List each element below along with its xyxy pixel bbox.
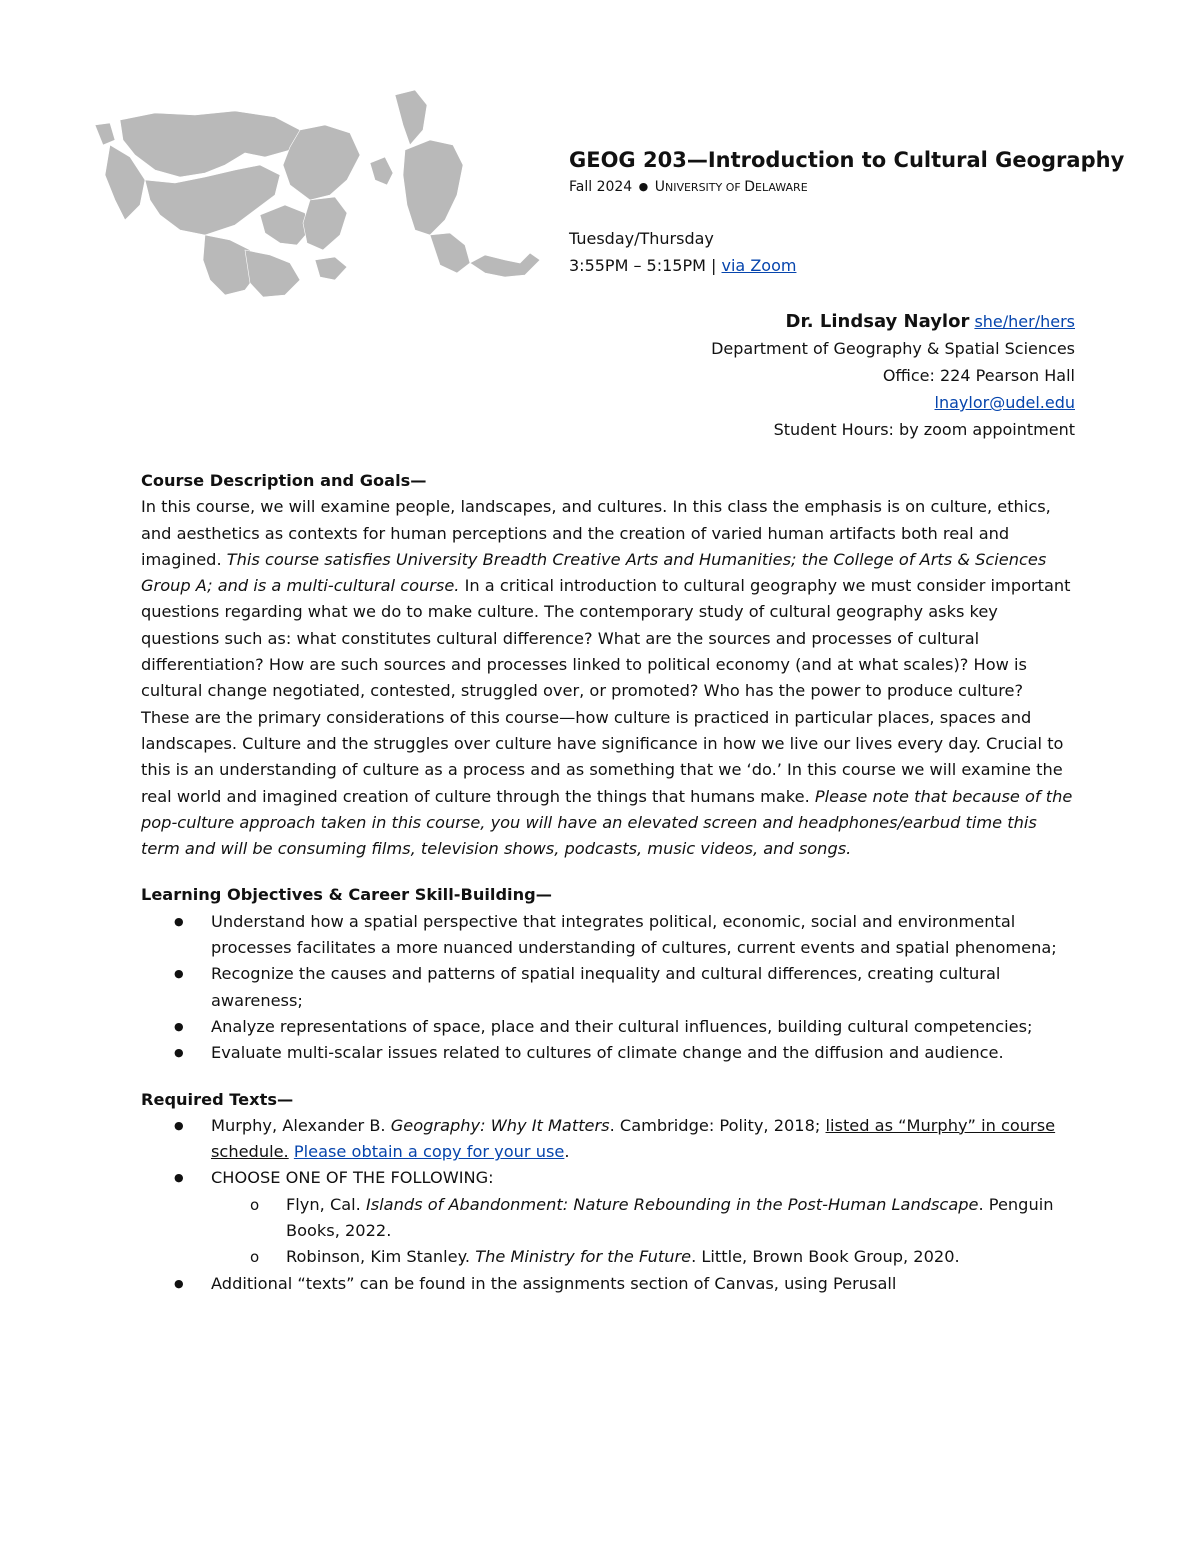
instructor-name: Dr. Lindsay Naylor bbox=[785, 311, 970, 332]
objectives-heading: Learning Objectives & Career Skill-Building— bbox=[141, 885, 552, 905]
course-header bbox=[569, 146, 1169, 279]
list-item: ● Analyze representations of space, place and their cultural influences, building cultural competencies; bbox=[211, 1014, 1076, 1040]
email-link[interactable]: lnaylor@udel.edu bbox=[934, 393, 1075, 412]
required-texts-heading: Required Texts— bbox=[141, 1089, 294, 1109]
syllabus-body bbox=[141, 468, 1076, 1297]
list-item: ● Murphy, Alexander B. Geography: Why It Matters. Cambridge: Polity, 2018; listed as “Murphy” in course schedule. Please obtain a copy for your use. bbox=[211, 1113, 1076, 1166]
instructor-block bbox=[711, 308, 1075, 443]
list-item: ● Recognize the causes and patterns of spatial inequality and cultural differences, creating cultural awareness; bbox=[211, 961, 1076, 1014]
university-name: UNIVERSITY OF DELAWARE bbox=[654, 179, 808, 195]
pronouns-link[interactable]: she/her/hers bbox=[974, 312, 1075, 331]
course-description-text: In this course, we will examine people, landscapes, and cultures. In this class the emphasis is on culture, ethics, and aesthetics as contexts for human perceptions and the creation of varied human artifacts both real and imagined. This course satisfies University Breadth Creative Arts and Humanities; the College of Arts & Sciences Group A; and is a multi-cultural course. In a critical introduction to cultural geography we must consider important questions regarding what we do to make culture. The contemporary study of cultural geography asks key questions such as: what constitutes cultural difference? What are the sources and processes of cultural differentiation? How are such sources and processes linked to political economy (and at what scales)? How is cultural change negotiated, contested, struggled over, or promoted? Who has the power to produce culture? These are the primary considerations of this course—how culture is practiced in particular places, spaces and landscapes. Culture and the struggles over culture have significance in how we live our lives every day. Crucial to this is an understanding of culture as a process and as something that we ‘do.’ In this course we will examine the real world and imagined creation of culture through the things that humans make. Please note that because of the pop-culture approach taken in this course, you will have an elevated screen and headphones/earbud time this term and will be consuming films, television shows, podcasts, music videos, and songs. bbox=[141, 497, 1073, 859]
world-map-image bbox=[85, 85, 545, 300]
department: Department of Geography & Spatial Sciences bbox=[711, 339, 1075, 358]
list-item: ● Additional “texts” can be found in the assignments section of Canvas, using Perusall bbox=[211, 1271, 1076, 1297]
objectives-list bbox=[141, 909, 1076, 1067]
separator: | bbox=[711, 256, 717, 275]
instructor-name-line bbox=[711, 308, 1075, 335]
schedule bbox=[569, 225, 1169, 279]
required-texts-list bbox=[141, 1113, 1076, 1297]
term-line bbox=[569, 176, 1169, 199]
office: Office: 224 Pearson Hall bbox=[882, 366, 1075, 385]
obtain-copy-link[interactable]: Please obtain a copy for your use bbox=[293, 1142, 565, 1162]
meeting-time-line bbox=[569, 252, 1169, 279]
term: Fall 2024 bbox=[569, 179, 633, 195]
meeting-days: Tuesday/Thursday bbox=[569, 229, 714, 248]
course-description-heading: Course Description and Goals— bbox=[141, 471, 427, 490]
list-item: o Flyn, Cal. Islands of Abandonment: Nature Rebounding in the Post-Human Landscape. Penguin Books, 2022. bbox=[286, 1192, 1076, 1245]
list-item: o Robinson, Kim Stanley. The Ministry for the Future. Little, Brown Book Group, 2020. bbox=[286, 1244, 1076, 1270]
list-item: ● Evaluate multi-scalar issues related to cultures of climate change and the diffusion and audience. bbox=[211, 1040, 1076, 1066]
murphy-note: listed as “Murphy” in course schedule. bbox=[211, 1115, 1056, 1162]
zoom-link[interactable]: via Zoom bbox=[721, 256, 797, 275]
bullet-icon: ● bbox=[638, 180, 649, 193]
choice-list bbox=[211, 1192, 1076, 1271]
student-hours: Student Hours: by zoom appointment bbox=[773, 420, 1075, 439]
meeting-time: 3:55PM – 5:15PM bbox=[569, 256, 706, 275]
list-item: ● Understand how a spatial perspective that integrates political, economic, social and environmental processes facilitates a more nuanced understanding of cultures, current events and spatial phenomena; bbox=[211, 909, 1076, 962]
list-item: ● CHOOSE ONE OF THE FOLLOWING: o Flyn, Cal. Islands of Abandonment: Nature Rebounding in the Post-Human Landscape. Penguin Books, 2022. o Robinson, Kim Stanley. The Ministry for the Future. Little, Brown Book Group, 2020. bbox=[211, 1165, 1076, 1270]
course-title: GEOG 203—Introduction to Cultural Geography bbox=[569, 148, 1125, 172]
